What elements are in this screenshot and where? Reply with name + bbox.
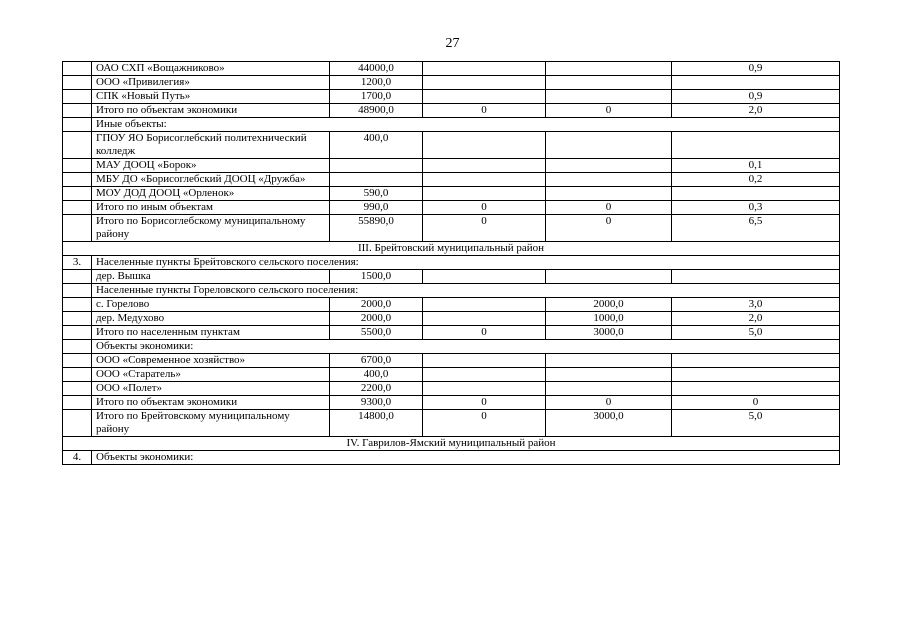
- value-cell: [546, 270, 672, 284]
- object-name: Итого по населенным пунктам: [92, 326, 330, 340]
- value-cell: 0: [546, 201, 672, 215]
- table-row: [63, 270, 840, 284]
- section-title: IV. Гаврилов-Ямский муниципальный район: [63, 437, 840, 451]
- value-cell: 5,0: [672, 326, 840, 340]
- value-cell: 1500,0: [330, 270, 423, 284]
- value-cell: [672, 187, 840, 201]
- value-cell: 0,2: [672, 173, 840, 187]
- value-cell: 5,0: [672, 410, 840, 437]
- value-cell: [423, 159, 546, 173]
- section-header-row: [63, 242, 840, 256]
- row-number: [63, 118, 92, 132]
- row-number: [63, 90, 92, 104]
- table-row: [63, 76, 840, 90]
- value-cell: 14800,0: [330, 410, 423, 437]
- value-cell: [546, 187, 672, 201]
- row-number: [63, 270, 92, 284]
- row-number: [63, 382, 92, 396]
- row-number: [63, 368, 92, 382]
- row-number: [63, 62, 92, 76]
- row-number: [63, 410, 92, 437]
- object-name: ОАО СХП «Вощажниково»: [92, 62, 330, 76]
- table-row: [63, 368, 840, 382]
- value-cell: 6700,0: [330, 354, 423, 368]
- group-label: Объекты экономики:: [92, 340, 840, 354]
- value-cell: 0: [423, 410, 546, 437]
- row-number: [63, 76, 92, 90]
- object-name: Итого по Брейтовскому муниципальному району: [92, 410, 330, 437]
- table-row: [63, 354, 840, 368]
- value-cell: [546, 90, 672, 104]
- value-cell: 2000,0: [330, 312, 423, 326]
- value-cell: 5500,0: [330, 326, 423, 340]
- group-header-row: [63, 340, 840, 354]
- value-cell: [672, 354, 840, 368]
- value-cell: [546, 132, 672, 159]
- value-cell: 0: [672, 396, 840, 410]
- value-cell: [423, 354, 546, 368]
- group-header-row: [63, 256, 840, 270]
- value-cell: 44000,0: [330, 62, 423, 76]
- value-cell: 1700,0: [330, 90, 423, 104]
- object-name: ООО «Старатель»: [92, 368, 330, 382]
- value-cell: [423, 382, 546, 396]
- table-row: [63, 326, 840, 340]
- object-name: Итого по объектам экономики: [92, 396, 330, 410]
- table-row: [63, 215, 840, 242]
- object-name: дер. Вышка: [92, 270, 330, 284]
- value-cell: [672, 368, 840, 382]
- group-header-row: [63, 118, 840, 132]
- value-cell: [423, 298, 546, 312]
- value-cell: [423, 132, 546, 159]
- table-row: [63, 201, 840, 215]
- row-number: [63, 201, 92, 215]
- value-cell: [423, 62, 546, 76]
- row-number: [63, 132, 92, 159]
- value-cell: 0: [423, 215, 546, 242]
- value-cell: 0: [423, 104, 546, 118]
- value-cell: 3000,0: [546, 326, 672, 340]
- table-row: [63, 312, 840, 326]
- value-cell: 2000,0: [330, 298, 423, 312]
- table-row: [63, 159, 840, 173]
- value-cell: [546, 62, 672, 76]
- value-cell: 1200,0: [330, 76, 423, 90]
- value-cell: 0: [546, 215, 672, 242]
- value-cell: 0,3: [672, 201, 840, 215]
- table-row: [63, 104, 840, 118]
- table-row: [63, 173, 840, 187]
- value-cell: 0,9: [672, 90, 840, 104]
- value-cell: 0,9: [672, 62, 840, 76]
- value-cell: [423, 90, 546, 104]
- group-label: Населенные пункты Гореловского сельского поселения:: [92, 284, 840, 298]
- object-name: Итого по Борисоглебскому муниципальному району: [92, 215, 330, 242]
- object-name: Итого по объектам экономики: [92, 104, 330, 118]
- value-cell: [330, 159, 423, 173]
- row-number: [63, 396, 92, 410]
- value-cell: [672, 132, 840, 159]
- row-number: [63, 104, 92, 118]
- object-name: с. Горелово: [92, 298, 330, 312]
- row-number: [63, 215, 92, 242]
- value-cell: [672, 270, 840, 284]
- value-cell: 2200,0: [330, 382, 423, 396]
- row-number: [63, 159, 92, 173]
- object-name: ГПОУ ЯО Борисоглебский политехнический колледж: [92, 132, 330, 159]
- row-number: 3.: [63, 256, 92, 270]
- value-cell: 1000,0: [546, 312, 672, 326]
- row-number: [63, 187, 92, 201]
- row-number: [63, 173, 92, 187]
- value-cell: [672, 76, 840, 90]
- object-name: СПК «Новый Путь»: [92, 90, 330, 104]
- value-cell: [423, 187, 546, 201]
- value-cell: 990,0: [330, 201, 423, 215]
- value-cell: [546, 354, 672, 368]
- table-row: [63, 382, 840, 396]
- value-cell: [546, 173, 672, 187]
- value-cell: [672, 382, 840, 396]
- value-cell: 400,0: [330, 368, 423, 382]
- object-name: МБУ ДО «Борисоглебский ДООЦ «Дружба»: [92, 173, 330, 187]
- section-header-row: [63, 437, 840, 451]
- value-cell: 6,5: [672, 215, 840, 242]
- row-number: [63, 284, 92, 298]
- value-cell: [330, 173, 423, 187]
- table-row: [63, 396, 840, 410]
- group-label: Населенные пункты Брейтовского сельского поселения:: [92, 256, 840, 270]
- group-header-row: [63, 284, 840, 298]
- data-table: [62, 61, 840, 465]
- value-cell: [423, 368, 546, 382]
- value-cell: 2000,0: [546, 298, 672, 312]
- object-name: дер. Медухово: [92, 312, 330, 326]
- row-number: [63, 354, 92, 368]
- value-cell: [423, 312, 546, 326]
- table-row: [63, 90, 840, 104]
- group-label: Объекты экономики:: [92, 451, 840, 465]
- value-cell: 9300,0: [330, 396, 423, 410]
- value-cell: 2,0: [672, 312, 840, 326]
- value-cell: [546, 368, 672, 382]
- group-header-row: [63, 451, 840, 465]
- table-row: [63, 187, 840, 201]
- object-name: ООО «Привилегия»: [92, 76, 330, 90]
- group-label: Иные объекты:: [92, 118, 840, 132]
- value-cell: 0: [423, 326, 546, 340]
- value-cell: [546, 382, 672, 396]
- value-cell: 0: [546, 396, 672, 410]
- value-cell: [546, 159, 672, 173]
- value-cell: [423, 173, 546, 187]
- value-cell: 2,0: [672, 104, 840, 118]
- value-cell: 3000,0: [546, 410, 672, 437]
- row-number: 4.: [63, 451, 92, 465]
- object-name: МАУ ДООЦ «Борок»: [92, 159, 330, 173]
- value-cell: 400,0: [330, 132, 423, 159]
- value-cell: 3,0: [672, 298, 840, 312]
- table-row: [63, 298, 840, 312]
- table-row: [63, 410, 840, 437]
- section-title: III. Брейтовский муниципальный район: [63, 242, 840, 256]
- row-number: [63, 312, 92, 326]
- value-cell: [423, 270, 546, 284]
- value-cell: [546, 76, 672, 90]
- object-name: ООО «Современное хозяйство»: [92, 354, 330, 368]
- row-number: [63, 340, 92, 354]
- value-cell: 0: [423, 201, 546, 215]
- value-cell: [423, 76, 546, 90]
- object-name: МОУ ДОД ДООЦ «Орленок»: [92, 187, 330, 201]
- value-cell: 0: [423, 396, 546, 410]
- value-cell: 48900,0: [330, 104, 423, 118]
- value-cell: 0: [546, 104, 672, 118]
- table-row: [63, 62, 840, 76]
- object-name: ООО «Полет»: [92, 382, 330, 396]
- page-number: 27: [445, 36, 460, 51]
- row-number: [63, 326, 92, 340]
- value-cell: 55890,0: [330, 215, 423, 242]
- table-row: [63, 132, 840, 159]
- value-cell: 590,0: [330, 187, 423, 201]
- row-number: [63, 298, 92, 312]
- value-cell: 0,1: [672, 159, 840, 173]
- object-name: Итого по иным объектам: [92, 201, 330, 215]
